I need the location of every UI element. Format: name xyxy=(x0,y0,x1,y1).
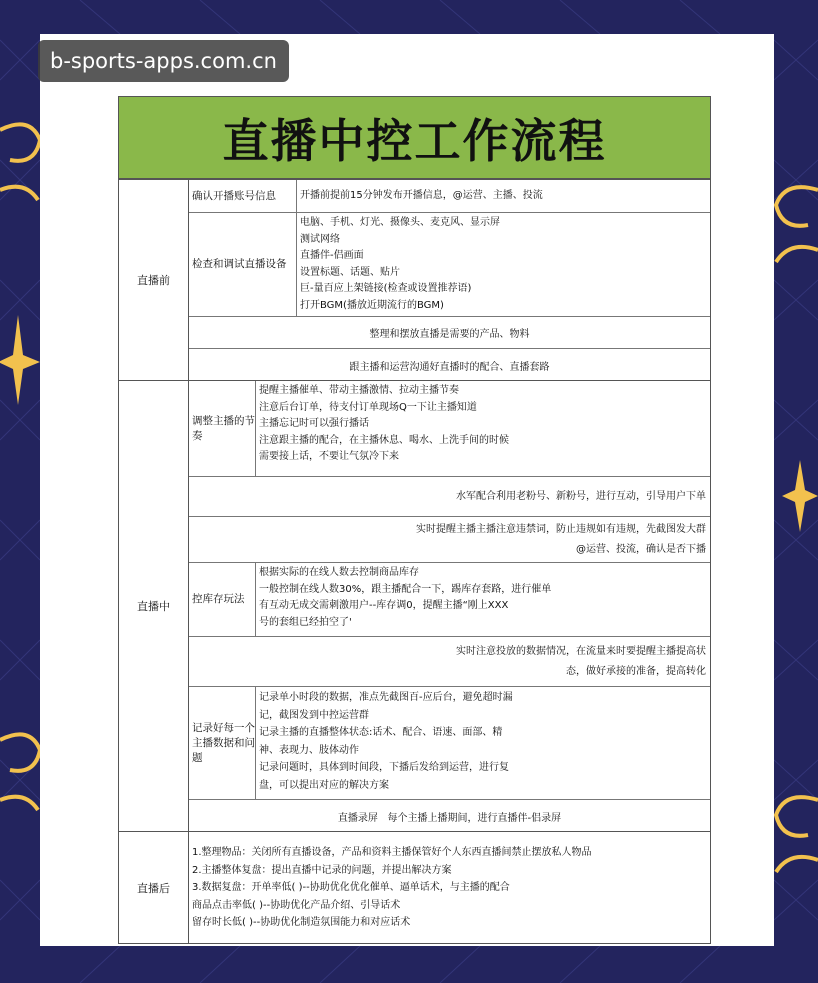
content-line: 盘，可以提出对应的解决方案 xyxy=(259,779,389,791)
row-subtitle: 确认开播账号信息 xyxy=(189,180,297,212)
section-label-live: 直播中 xyxy=(119,381,189,831)
row-subtitle: 控库存玩法 xyxy=(189,563,256,636)
row-content: 整理和摆放直播是需要的产品、物料 xyxy=(369,329,530,340)
content-line: 2.主播整体复盘：提出直播中记录的问题，并提出解决方案 xyxy=(192,864,452,876)
row-subtitle-text: 调整主播的节奏 xyxy=(192,414,255,442)
table-row xyxy=(189,563,710,637)
content-line: 测试网络 xyxy=(300,233,340,245)
content-line: 1.整理物品：关闭所有直播设备，产品和资料主播保管好个人东西直播间禁止摆放私人物品 xyxy=(192,847,592,858)
row-content xyxy=(189,477,710,516)
content-line: 水军配合利用老粉号、新粉号，进行互动，引导用户下单 xyxy=(456,490,706,502)
content-line: 设置标题、话题、贴片 xyxy=(300,266,400,278)
table-row xyxy=(189,477,710,517)
workflow-table xyxy=(118,96,711,944)
content-line: 号的套组已经拍空了' xyxy=(259,616,352,628)
row-content: 直播录屏 每个主播上播期间，进行直播伴-侣录屏 xyxy=(337,812,562,824)
page-title: 直播中控工作流程 xyxy=(222,113,607,168)
content-line: 记，截图发到中控运营群 xyxy=(259,709,369,721)
content-line: 记录问题时，具体到时间段，下播后发给到运营，进行复 xyxy=(259,762,509,773)
content-line: 巨-量百应上架链接(检查或设置推荐语) xyxy=(300,283,472,294)
section-label-post: 直播后 xyxy=(119,832,189,943)
content-line: 提醒主播催单、带动主播激情、拉动主播节奏 xyxy=(259,385,459,396)
content-line: 实时提醒主播主播注意违禁词，防止违规如有违规，先截图发大群 xyxy=(416,523,706,535)
row-content xyxy=(256,381,710,476)
content-line: 一般控制在线人数30%，跟主播配合一下，踢库存套路，进行催单 xyxy=(259,583,552,595)
row-content xyxy=(189,832,710,944)
row-content xyxy=(297,213,710,316)
table-row xyxy=(189,800,710,832)
content-line: 主播忘记时可以强行播话 xyxy=(259,418,369,429)
content-line: 根据实际的在线人数去控制商品库存 xyxy=(259,567,419,578)
table-row xyxy=(189,317,710,349)
row-subtitle-text: 记录好每一个主播数据和问题 xyxy=(192,721,255,764)
content-line: @运营、投流，确认是否下播 xyxy=(576,543,706,555)
content-line: 神、表现力、肢体动作 xyxy=(259,744,359,756)
content-line: 3.数据复盘：开单率低( )--协助优化优化催单、逼单话术，与主播的配合 xyxy=(192,882,510,893)
content-line: 记录主播的直播整体状态:话术、配合、语速、面部、精 xyxy=(259,727,503,738)
content-line: 直播伴-侣画面 xyxy=(300,250,364,261)
watermark-label: b-sports-apps.com.cn xyxy=(38,40,289,82)
table-row xyxy=(189,180,710,213)
table-row xyxy=(189,381,710,477)
section-live xyxy=(119,380,710,831)
table-row xyxy=(189,832,710,944)
table-row xyxy=(189,637,710,687)
content-line: 注意跟主播的配合，在主播休息、喝水、上洗手间的时候 xyxy=(259,434,509,446)
section-pre-live xyxy=(119,179,710,380)
content-line: 需要接上话，不要让气氛冷下来 xyxy=(259,451,399,462)
row-content xyxy=(256,563,710,636)
content-line: 实时注意投放的数据情况，在流量来时要提醒主播提高状 xyxy=(456,645,706,657)
content-line: 注意后台订单，待支付订单现场Q一下让主播知道 xyxy=(259,401,477,413)
row-subtitle xyxy=(189,381,256,476)
row-content xyxy=(189,517,710,562)
table-row xyxy=(189,687,710,800)
row-content: 开播前提前15分钟发布开播信息，@运营、主播、投流 xyxy=(300,189,543,201)
title-bar xyxy=(119,97,710,179)
content-line: 态，做好承接的准备，提高转化 xyxy=(566,665,706,677)
section-post-live xyxy=(119,831,710,943)
content-line: 电脑、手机、灯光、摄像头、麦克风、显示屏 xyxy=(300,217,500,228)
row-content xyxy=(189,637,710,686)
table-row xyxy=(189,213,710,317)
row-subtitle xyxy=(189,687,256,799)
content-line: 留存时长低( )--协助优化制造氛围能力和对应话术 xyxy=(192,917,411,928)
content-line: 商品点击率低( )--协助优化产品介绍、引导话术 xyxy=(192,899,401,911)
section-label-pre: 直播前 xyxy=(119,180,189,380)
content-line: 有互动无成交需刺激用户--库存调0，提醒主播“刚上XXX xyxy=(259,600,509,611)
star-icon-right xyxy=(782,460,818,532)
star-icon-left xyxy=(0,315,40,405)
row-subtitle: 检查和调试直播设备 xyxy=(189,213,297,316)
table-row xyxy=(189,517,710,563)
row-content xyxy=(256,687,710,799)
table-row xyxy=(189,349,710,381)
content-line: 打开BGM(播放近期流行的BGM) xyxy=(300,299,444,311)
content-line: 记录单小时段的数据，准点先截图百-应后台，避免超时漏 xyxy=(259,692,513,703)
row-content: 跟主播和运营沟通好直播时的配合、直播套路 xyxy=(349,361,550,373)
